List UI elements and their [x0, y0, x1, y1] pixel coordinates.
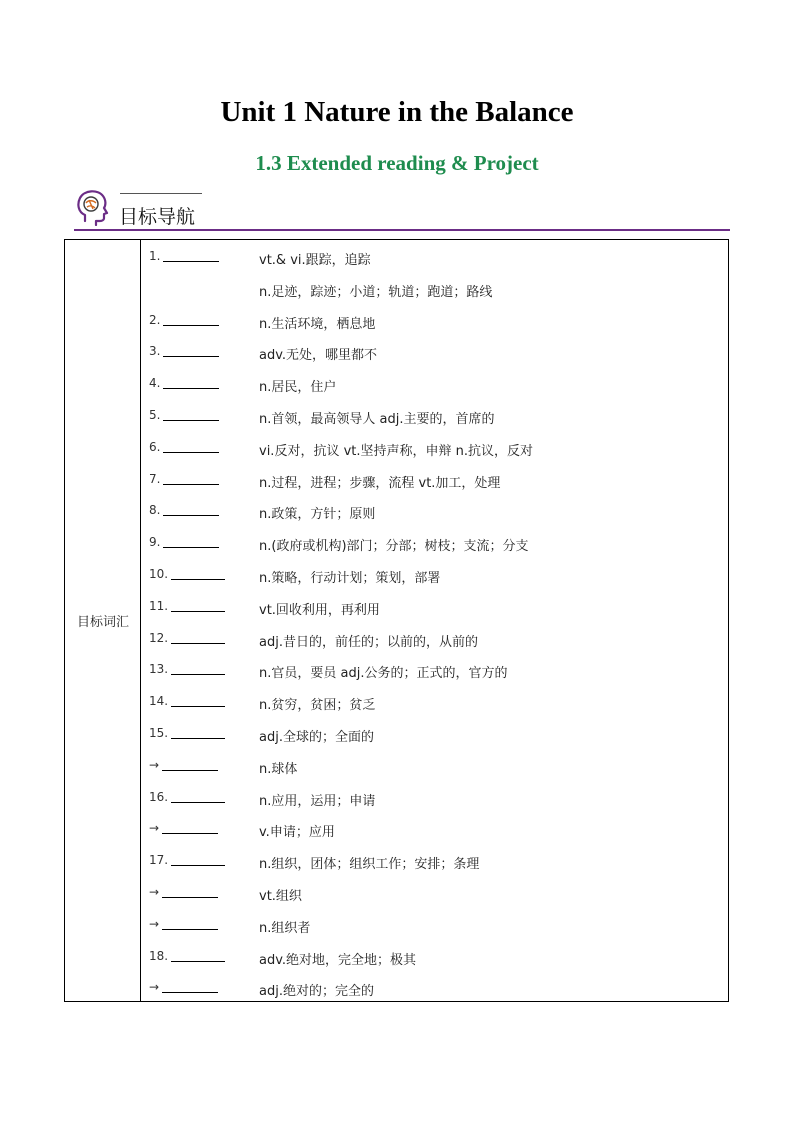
- header-overline: [120, 193, 202, 194]
- item-number-label: 6.: [149, 439, 161, 454]
- definition-text: adj.昔日的，前任的；以前的，从前的: [259, 634, 478, 650]
- vocabulary-table: [64, 239, 729, 1002]
- definition-text: n.组织者: [259, 920, 311, 936]
- item-number-label: 8.: [149, 503, 161, 518]
- item-number-label: 7.: [149, 471, 161, 486]
- table-row: [149, 496, 724, 528]
- table-row: [149, 751, 724, 783]
- item-number-label: 17.: [149, 853, 169, 868]
- answer-blank[interactable]: [163, 420, 219, 421]
- table-row: [149, 369, 724, 401]
- item-number: [149, 821, 218, 835]
- item-number: [149, 567, 225, 581]
- answer-blank[interactable]: [171, 674, 225, 675]
- definition-text: vt.回收利用，再利用: [259, 602, 380, 618]
- table-row: [149, 592, 724, 624]
- definition-text: v.申请；应用: [259, 825, 335, 841]
- item-number-label: →: [149, 884, 160, 899]
- item-number: [149, 599, 225, 613]
- item-number: [149, 535, 219, 549]
- table-row: [149, 973, 724, 1005]
- section-label: 目标导航: [119, 206, 196, 228]
- table-row: [149, 878, 724, 910]
- definition-text: n.居民，住户: [259, 380, 337, 396]
- table-row: [149, 624, 724, 656]
- answer-blank[interactable]: [162, 897, 218, 898]
- table-row: [149, 846, 724, 878]
- table-row: [149, 655, 724, 687]
- item-number: [149, 980, 218, 994]
- item-number-label: 2.: [149, 312, 161, 327]
- answer-blank[interactable]: [162, 992, 218, 993]
- definition-text: n.(政府或机构)部门；分部；树枝；支流；分支: [259, 539, 529, 555]
- table-row: [149, 814, 724, 846]
- item-number-label: 9.: [149, 535, 161, 550]
- item-number: [149, 917, 218, 931]
- table-row: [149, 719, 724, 751]
- page-title: Unit 1 Nature in the Balance: [220, 96, 574, 128]
- item-number: [149, 726, 225, 740]
- table-row: [149, 560, 724, 592]
- definition-text: adv.无处，哪里都不: [259, 348, 378, 364]
- item-number-label: 1.: [149, 249, 161, 263]
- item-number-label: 5.: [149, 407, 161, 422]
- answer-blank[interactable]: [163, 388, 219, 389]
- item-number-label: 16.: [149, 789, 169, 804]
- item-number-label: 10.: [149, 566, 169, 581]
- item-number: [149, 853, 225, 867]
- definition-text: n.官员，要员 adj.公务的；正式的，官方的: [259, 666, 508, 682]
- item-number: [149, 949, 225, 963]
- answer-blank[interactable]: [171, 706, 225, 707]
- table-row: [149, 401, 724, 433]
- item-number: [149, 790, 225, 804]
- item-number-label: 11.: [149, 598, 169, 613]
- answer-blank[interactable]: [163, 515, 219, 516]
- definition-text: vi.反对，抗议 vt.坚持声称，申辩 n.抗议，反对: [259, 443, 533, 459]
- page-subtitle: 1.3 Extended reading & Project: [255, 151, 539, 175]
- definition-text: adj.绝对的；完全的: [259, 984, 374, 1000]
- head-brain-icon: [74, 188, 110, 226]
- item-number: [149, 344, 219, 358]
- item-number-label: 15.: [149, 725, 169, 740]
- definition-text: adj.全球的；全面的: [259, 729, 374, 745]
- table-row: [149, 783, 724, 815]
- definition-text: n.贫穷，贫困；贫乏: [259, 698, 376, 714]
- answer-blank[interactable]: [163, 356, 219, 357]
- item-number: [149, 885, 218, 899]
- item-number-label: →: [149, 821, 160, 836]
- definition-text: n.首领，最高领导人 adj.主要的，首席的: [259, 411, 495, 427]
- answer-blank[interactable]: [163, 452, 219, 453]
- item-number: [149, 662, 225, 676]
- item-number-label: 12.: [149, 630, 169, 645]
- definition-text: n.生活环境，栖息地: [259, 316, 376, 332]
- table-row: [149, 337, 724, 369]
- item-number: [149, 758, 218, 772]
- section-divider: [74, 229, 730, 231]
- item-number: [149, 440, 219, 454]
- item-number: [149, 503, 219, 517]
- definition-text: n.足迹，踪迹；小道；轨道；跑道；路线: [259, 284, 493, 300]
- item-number: [149, 249, 219, 263]
- item-number: [149, 694, 225, 708]
- item-number-label: 18.: [149, 948, 169, 963]
- table-row: [149, 942, 724, 974]
- answer-blank[interactable]: [171, 961, 225, 962]
- item-number: [149, 313, 219, 327]
- item-number-label: →: [149, 980, 160, 995]
- item-number-label: →: [149, 916, 160, 931]
- definition-text: vt.& vi.跟踪，追踪: [259, 253, 371, 268]
- table-row: [149, 465, 724, 497]
- item-number-label: 13.: [149, 662, 169, 677]
- answer-blank[interactable]: [171, 643, 225, 644]
- definition-text: n.政策，方针；原则: [259, 507, 376, 523]
- vocabulary-rows: [149, 242, 724, 1005]
- answer-blank[interactable]: [171, 579, 225, 580]
- table-row: [149, 433, 724, 465]
- definition-text: n.应用，运用；申请: [259, 793, 376, 809]
- category-cell: [65, 240, 141, 1001]
- item-number-label: 4.: [149, 376, 161, 391]
- definition-text: n.策略，行动计划；策划，部署: [259, 570, 441, 586]
- answer-blank[interactable]: [163, 484, 219, 485]
- answer-blank[interactable]: [171, 865, 225, 866]
- item-number: [149, 408, 219, 422]
- answer-blank[interactable]: [171, 738, 225, 739]
- item-number-label: →: [149, 757, 160, 772]
- section-header: [74, 188, 730, 234]
- item-number-label: 14.: [149, 694, 169, 709]
- table-row: [149, 274, 724, 306]
- category-label: 目标词汇: [76, 615, 129, 630]
- table-row: [149, 528, 724, 560]
- definition-text: n.过程，进程；步骤，流程 vt.加工，处理: [259, 475, 501, 491]
- answer-blank[interactable]: [171, 611, 225, 612]
- item-number-label: 3.: [149, 344, 161, 359]
- answer-blank[interactable]: [162, 770, 218, 771]
- answer-blank[interactable]: [171, 802, 225, 803]
- answer-blank[interactable]: [163, 325, 219, 326]
- definition-text: vt.组织: [259, 888, 302, 904]
- table-row: [149, 687, 724, 719]
- table-row: [149, 306, 724, 338]
- answer-blank[interactable]: [162, 929, 218, 930]
- item-number: [149, 472, 219, 486]
- table-row: [149, 242, 724, 274]
- definition-text: n.组织，团体；组织工作；安排；条理: [259, 857, 480, 873]
- answer-blank[interactable]: [162, 833, 218, 834]
- answer-blank[interactable]: [163, 261, 219, 262]
- answer-blank[interactable]: [163, 547, 219, 548]
- item-number: [149, 376, 219, 390]
- definition-text: adv.绝对地，完全地；极其: [259, 952, 417, 968]
- item-number: [149, 631, 225, 645]
- definition-text: n.球体: [259, 761, 298, 777]
- table-row: [149, 910, 724, 942]
